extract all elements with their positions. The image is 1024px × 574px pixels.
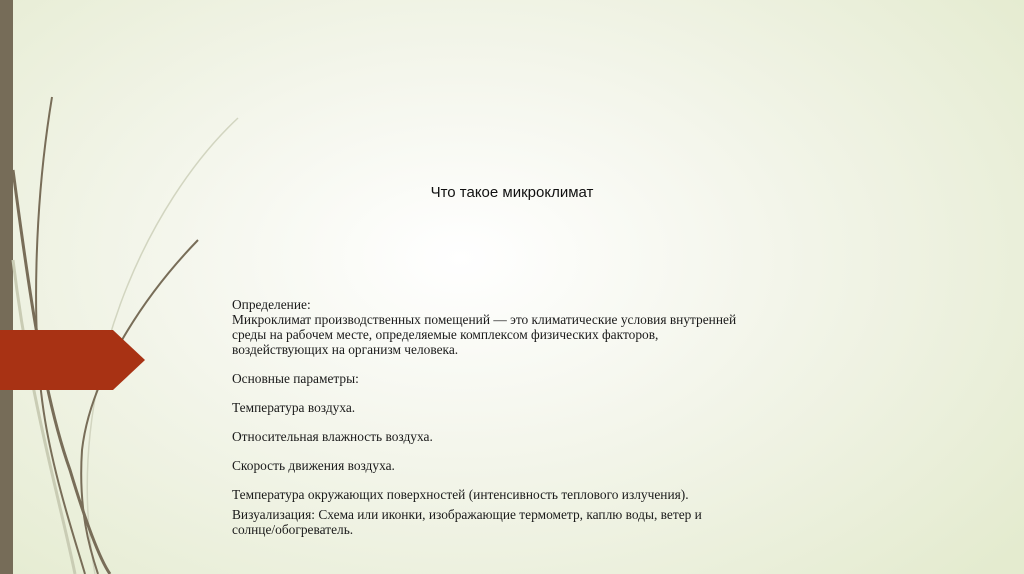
definition-line: среды на рабочем месте, определяемые комплексом физических факторов, [232,327,659,342]
visualization-line: Визуализация: Схема или иконки, изображающие термометр, каплю воды, ветер и [232,507,702,522]
param-item: Относительная влажность воздуха. [232,429,433,444]
slide-body [232,297,832,537]
params-label: Основные параметры: [232,371,359,386]
slide-title: Что такое микроклимат [430,184,594,201]
visualization-line: солнце/обогреватель. [232,522,354,537]
curve [81,240,198,574]
param-item: Температура воздуха. [232,400,356,415]
param-item: Температура окружающих поверхностей (интенсивность теплового излучения). [232,487,689,502]
definition-line: Микроклимат производственных помещений — это климатические условия внутренней [232,312,737,327]
accent-arrow [0,330,150,390]
definition-label: Определение: [232,297,311,312]
definition-line: воздействующих на организм человека. [232,342,459,357]
param-item: Скорость движения воздуха. [232,458,395,473]
